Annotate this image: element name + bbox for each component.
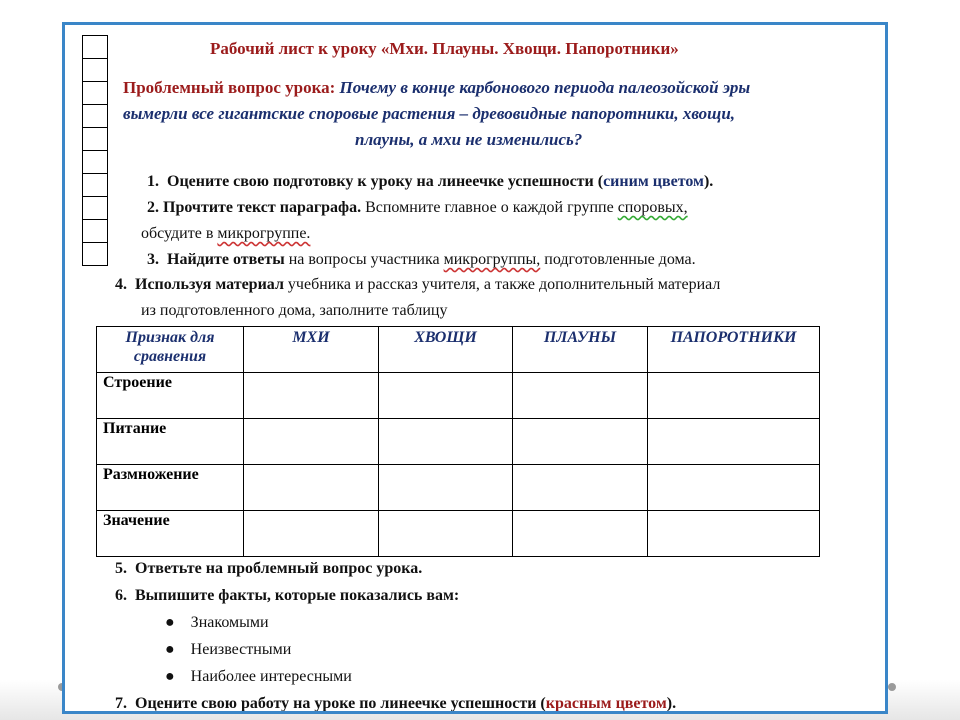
row-label: Размножение [97, 465, 244, 511]
table-cell[interactable] [648, 511, 820, 557]
table-cell[interactable] [648, 465, 820, 511]
problem-line-3: плауны, а мхи не изменились? [355, 130, 583, 149]
table-cell[interactable] [379, 465, 513, 511]
item-3: 3. Найдите ответы на вопросы участника микрогруппы, подготовленные дома. [147, 251, 696, 268]
item-4: 4. Используя материал учебника и рассказ учителя, а также дополнительный материал [115, 276, 721, 293]
bullet-text: Наиболее интересными [190, 668, 352, 685]
row-label: Питание [97, 419, 244, 465]
slide-dot [888, 683, 896, 691]
table-header-row [97, 327, 820, 373]
bullet-text: Неизвестными [190, 641, 292, 658]
item-5: 5. Ответьте на проблемный вопрос урока. [115, 560, 423, 577]
table-cell[interactable] [379, 511, 513, 557]
item-2: 2. Прочтите текст параграфа. Вспомните главное о каждой группе споровых, [147, 199, 688, 216]
item-4-cont: из подготовленного дома, заполните таблицу [141, 302, 448, 319]
table-cell[interactable] [513, 511, 648, 557]
bullet-icon: ● [165, 641, 175, 658]
bullet-text: Знакомыми [190, 614, 269, 631]
worksheet [62, 22, 888, 714]
table-row [97, 419, 820, 465]
column-header: Признак для сравнения [97, 327, 244, 373]
problem-line-1 [123, 78, 750, 98]
table-cell[interactable] [244, 419, 379, 465]
table-cell[interactable] [244, 511, 379, 557]
column-header: ПАПОРОТНИКИ [648, 327, 820, 373]
column-header: МХИ [244, 327, 379, 373]
problem-text: Почему в конце карбонового периода палеозойской эры [339, 78, 751, 97]
table-cell[interactable] [513, 373, 648, 419]
item-6: 6. Выпишите факты, которые показались вам: [115, 587, 460, 604]
success-ladder [82, 35, 108, 266]
table-row [97, 373, 820, 419]
table-cell[interactable] [513, 465, 648, 511]
problem-label: Проблемный вопрос урока: [123, 78, 336, 97]
bullet-icon: ● [165, 614, 175, 631]
table-cell[interactable] [244, 373, 379, 419]
column-header: ХВОЩИ [379, 327, 513, 373]
worksheet-title: Рабочий лист к уроку «Мхи. Плауны. Хвощи. Папоротники» [210, 39, 679, 58]
table-row [97, 511, 820, 557]
bullet-item [165, 641, 291, 659]
row-label: Значение [97, 511, 244, 557]
problem-line-2: вымерли все гигантские споровые растения – древовидные папоротники, хвощи, [123, 104, 736, 123]
table-row [97, 465, 820, 511]
column-header: ПЛАУНЫ [513, 327, 648, 373]
item-1: 1. Оцените свою подготовку к уроку на линеечке успешности (синим цветом). [147, 173, 714, 190]
item-2-cont: обсудите в микрогруппе. [141, 225, 311, 242]
table-cell[interactable] [244, 465, 379, 511]
bullet-item [165, 668, 352, 686]
bullet-item [165, 614, 269, 632]
comparison-table [96, 326, 820, 557]
item-7: 7. Оцените свою работу на уроке по линеечке успешности (красным цветом). [115, 695, 677, 712]
bullet-icon: ● [165, 668, 175, 685]
table-cell[interactable] [513, 419, 648, 465]
row-label: Строение [97, 373, 244, 419]
table-cell[interactable] [648, 373, 820, 419]
table-cell[interactable] [379, 373, 513, 419]
table-cell[interactable] [648, 419, 820, 465]
table-cell[interactable] [379, 419, 513, 465]
